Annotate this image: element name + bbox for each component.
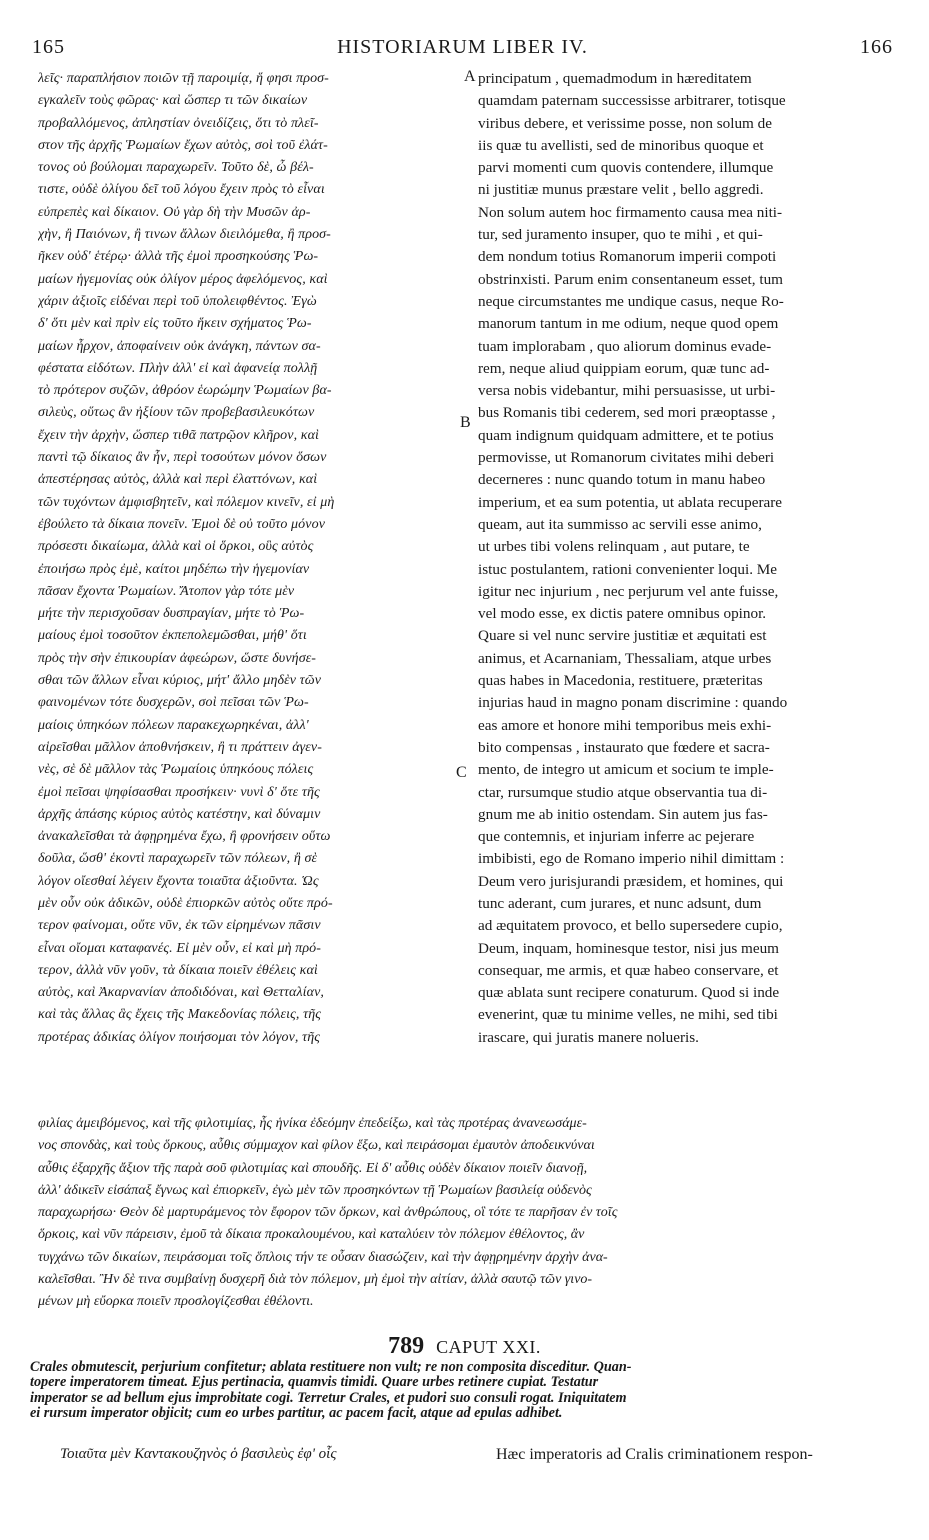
greek-text-line: δοῦλα, ὥσθ' ἑκοντὶ παραχωρεῖν τῶν πόλεων, ἢ σὲ	[38, 851, 318, 867]
latin-text-line: manorum tantum in me odium, neque quod opem	[478, 315, 779, 333]
latin-text-line: quam indignum quidquam admittere, et te potius	[478, 426, 774, 444]
greek-text-line: ἀρχῆς ἁπάσης κύριος αὐτὸς κατέστην, καὶ δύναμιν	[38, 806, 321, 822]
greek-text-line: παντὶ τῷ δίκαιος ἂν ἦν, περὶ τοσούτων μόνον ὅσων	[38, 450, 327, 466]
greek-text-line: τὸ πρότερον συζῶν, ἀθρόον ἑωρώμην Ῥωμαίων βα-	[38, 383, 332, 399]
latin-text-line: ctar, rursumque studio atque observantia tua di-	[478, 783, 768, 801]
latin-text-column	[478, 68, 894, 1049]
greek-text-line: χὴν, ἢ Παιόνων, ἢ τινων ἄλλων διειλόμεθα, ἢ προσ-	[38, 227, 331, 243]
greek-text-line: ἀνακαλεῖσθαι τὰ ἀφῃρημένα ἔχω, ἢ φρονήσειν οὕτω	[38, 829, 331, 845]
greek-text-line: φαινομένων τότε δυσχερῶν, σοὶ πεῖσαι τῶν Ῥω-	[38, 695, 309, 711]
running-title: HISTORIARUM LIBER IV.	[337, 36, 588, 58]
page-number-right: 166	[860, 36, 893, 58]
latin-text-line: ut urbes tibi volens relinquam , aut putare, te	[478, 538, 750, 556]
greek-text-line: σθαι τῶν ἄλλων εἶναι κύριος, μήτ' ἄλλο μηδὲν τῶν	[38, 673, 322, 689]
greek-text-line: ἐποιήσω πρὸς ἐμὲ, καίτοι μηδέπω τὴν ἡγεμονίαν	[38, 561, 310, 577]
greek-text-line: προβαλλόμενος, ἀπληστίαν ὀνειδίζεις, ὅτι τὸ πλεῖ-	[38, 115, 319, 131]
greek-text-line: τερον φαίνομαι, οὔτε νῦν, ἐκ τῶν εἰρημένων πᾶσιν	[38, 918, 321, 934]
greek-text-line: αὐτὸς, καὶ Ἀκαρνανίαν ἀποδιδόναι, καὶ Θετταλίαν,	[38, 985, 324, 1001]
latin-text-line: Non solum autem hoc firmamento causa mea niti-	[478, 203, 783, 221]
latin-text-line: Quare si vel nunc servire justitiæ et æquitati est	[478, 627, 767, 645]
latin-text-line: imbibisti, ego de Romano imperio nihil dimittam :	[478, 850, 785, 868]
latin-text-line: versa nobis videbantur, mihi persuasisse, ut urbi-	[478, 382, 776, 400]
greek-text-line: τονος οὐ βούλομαι παραχωρεῖν. Τοῦτο δὲ, ὦ βέλ-	[38, 160, 314, 176]
greek-wide-line: μένων μὴ εὔορκα ποιεῖν προσλογίζεσθαι ἐθέλοντι.	[38, 1294, 314, 1310]
latin-text-line: vel modo esse, ex dictis patere omnibus opinor.	[478, 605, 767, 623]
latin-chapter-opening: Hæc imperatoris ad Cralis criminationem respon-	[496, 1446, 813, 1463]
latin-text-line: Deum vero jurisjurandi præsidem, et homines, qui	[478, 872, 784, 890]
greek-text-line: πᾶσαν ἔχοντα Ῥωμαίων. Ἄτοπον γὰρ τότε μὲν	[38, 583, 295, 599]
greek-text-line: τῶν τυχόντων ἀμφισβητεῖν, καὶ πόλεμον κινεῖν, εἰ μὴ	[38, 494, 335, 510]
chapter-title: CAPUT XXI.	[436, 1337, 541, 1357]
greek-text-line: μαίων ἡγεμονίας οὐκ ὀλίγον μέρος ἀφελόμενος, καὶ	[38, 271, 328, 287]
greek-chapter-opening: Τοιαῦτα μὲν Καντακουζηνὸς ὁ βασιλεὺς ἐφ' οἷς	[60, 1446, 337, 1462]
latin-text-line: iis quæ tu avellisti, sed de minoribus quoque et	[478, 136, 764, 154]
greek-text-line: ἔχειν τὴν ἀρχὴν, ὥσπερ τιθᾶ πατρῷον κλῆρον, καὶ	[38, 427, 320, 443]
greek-text-line: εἶναι οἴομαι καταφανές. Εἰ μὲν οὖν, εἰ καὶ μὴ πρό-	[38, 940, 322, 956]
greek-text-line: σιλεὺς, οὕτως ἂν ἠξίουν τῶν προβεβασιλευκότων	[38, 405, 315, 421]
latin-text-line: imperium, et ea sum potentia, ut ablata recuperare	[478, 493, 783, 511]
summary-line: Crales obmutescit, perjurium confitetur; ablata restituere non vult; re non composita disceditur. Quan-	[30, 1360, 632, 1375]
greek-text-line: ἀπεστέρησας αὐτὸς, ἀλλὰ καὶ περὶ ἐλαττόνων, καὶ	[38, 472, 318, 488]
latin-text-line: animus, et Acarnaniam, Thessaliam, atque urbes	[478, 649, 772, 667]
greek-wide-line: ἀλλ' ἀδικεῖν εἰσάπαξ ἔγνως καὶ ἐπιορκεῖν, ἐγὼ μὲν τῶν προσηκόντων τῇ Ῥωμαίων βασιλείᾳ οὐδενὸς	[38, 1182, 592, 1198]
latin-text-line: tuam implorabam , quo aliorum dominus evade-	[478, 337, 772, 355]
greek-wide-line: αὖθις ἐξαρχῆς ἄξιον τῆς παρὰ σοῦ φιλοτιμίας καὶ σπουδῆς. Εἰ δ' αὖθις οὐδὲν δίκαιον ποιεῖν διανοῇ,	[38, 1160, 588, 1176]
greek-text-line: φέστατα εἰδότων. Πλὴν ἀλλ' εἰ καὶ ἀφανείᾳ πολλῇ	[38, 360, 318, 376]
greek-wide-line: ὅρκοις, καὶ νῦν πάρεισιν, ἐμοῦ τὰ δίκαια προκαλουμένου, καὶ καταλύειν τὸν πόλεμον ἐθέλοντος, ἂν	[38, 1227, 585, 1243]
latin-text-line: parvi momenti cum quovis contendere, illumque	[478, 159, 774, 177]
greek-wide-line: νος σπονδὰς, καὶ τοὺς ὅρκους, αὖθις σύμμαχον καὶ φίλον ἕξω, καὶ πειράσομαι ἐμαυτὸν ἀποδεικνύναι	[38, 1138, 595, 1154]
latin-text-line: rem, neque aliud quippiam eorum, quæ tunc ad-	[478, 359, 770, 377]
latin-text-line: Deum, inquam, hominesque testor, nisi jus meum	[478, 939, 779, 957]
greek-text-line: ῆκεν οὐδ' ἑτέρῳ· ἀλλὰ τῆς ἐμοὶ προσηκούσης Ῥω-	[38, 249, 319, 265]
latin-text-line: quas habes in Macedonia, restituere, præteritas	[478, 672, 763, 690]
summary-line: imperator se ad bellum ejus improbitate cogi. Terretur Crales, et pudori suo consuli rogat. Iniquitatem	[30, 1390, 627, 1406]
greek-text-line: λόγον οἴεσθαί λέγειν ἔχοντα τοιαῦτα ἀξιοῦντα. Ὡς	[38, 873, 319, 889]
greek-text-line: ἐμοὶ πεῖσαι ψηφίσασθαι προσήκειν· νυνὶ δ' ὅτε τῆς	[38, 784, 320, 800]
chapter-heading	[0, 1333, 929, 1360]
latin-text-line: igitur nec injurium , nec perjurum vel ante fuisse,	[478, 582, 779, 600]
greek-wide-line: φιλίας ἀμειβόμενος, καὶ τῆς φιλοτιμίας, ἧς ἡνίκα ἐδεόμην ἐπεδείξω, καὶ τὰς προτέρας ἀνανεωσάμε-	[38, 1116, 587, 1131]
latin-text-line: queam, aut ita summisso ac servili esse animo,	[478, 515, 762, 533]
latin-text-line: ni justitiæ munus præstare velit , bello aggredi.	[478, 181, 764, 199]
chapter-page-number: 789	[388, 1333, 425, 1359]
greek-text-line: μαίοις ὑπηκόων πόλεων παρακεχωρηκέναι, ἀλλ'	[38, 717, 309, 733]
running-head	[32, 36, 893, 60]
latin-text-line: mento, de integro ut amicum et socium te imple-	[478, 761, 774, 779]
latin-text-line: viribus debere, et verissime posse, non solum de	[478, 114, 772, 132]
greek-text-line: νὲς, σὲ δὲ μᾶλλον τὰς Ῥωμαίοις ὑπηκόους πόλεις	[38, 762, 314, 778]
greek-text-line: μὲν οὖν οὐκ ἀδικῶν, οὐδὲ ἐπιορκῶν αὐτὸς οὔτε πρό-	[38, 895, 333, 911]
greek-text-line: προτέρας ἀδικίας ὀλίγον ποιήσομαι τὸν λόγον, τῆς	[38, 1029, 321, 1045]
greek-text-line: εὐπρεπὲς καὶ δίκαιον. Οὐ γὰρ δὴ τὴν Μυσῶν ἀρ-	[38, 204, 311, 220]
section-marker-c: C	[456, 764, 467, 781]
greek-text-line: εγκαλεῖν τοὺς φῶρας· καὶ ὥσπερ τι τῶν δικαίων	[38, 93, 308, 109]
greek-wide-line: τυγχάνω τῶν δικαίων, πειράσομαι τοῖς ὅπλοις τήν τε οὖσαν διασώζειν, καὶ τὴν ἀφῃρημένην ἀρχὴν ἀνα-	[38, 1249, 608, 1265]
latin-text-line: decerneres : nunc quando totum in manu habeo	[478, 471, 766, 489]
latin-text-line: evenerint, quæ tu minime velles, ne mihi, sed tibi	[478, 1006, 778, 1024]
greek-text-line: πρὸς τὴν σὴν ἐπικουρίαν ἀφεώρων, ὥστε δυνήσε-	[38, 650, 317, 666]
latin-text-line: consequar, me armis, et quæ habeo conservare, et	[478, 961, 779, 979]
latin-text-line: bus Romanis tibi cederem, sed mori præoptasse ,	[478, 404, 776, 422]
latin-text-line: injurias haud in magno ponam discrimine : quando	[478, 694, 788, 712]
greek-text-line: αἱρεῖσθαι μᾶλλον ἀποθνήσκειν, ἢ τι πράττειν ἀγεν-	[38, 739, 322, 755]
latin-text-line: ad æquitatem provoco, et bello supersedere cupio,	[478, 917, 783, 935]
greek-text-line: μήτε τὴν περισχοῦσαν δυσπραγίαν, μήτε τὸ Ῥω-	[38, 606, 305, 622]
latin-text-line: obstrinxisti. Parum enim consentaneum esset, tum	[478, 270, 783, 288]
latin-text-line: principatum , quemadmodum in hæreditatem	[478, 70, 752, 87]
greek-text-line: μαίων ἦρχον, ἀποφαίνειν οὐκ ἀνάγκη, πάντων σα-	[38, 338, 321, 354]
greek-text-line: χάριν ἀξιοῖς εἰδέναι περὶ τοῦ ὑπολειφθέντος. Ἐγὼ	[38, 293, 317, 309]
greek-text-line: καὶ τὰς ἄλλας ἃς ἔχεις τῆς Μακεδονίας πόλεις, τῆς	[38, 1007, 322, 1023]
page-number-left: 165	[32, 36, 65, 58]
greek-text-line: τιστε, οὐδὲ ὀλίγου δεῖ τοῦ λόγου ἔχειν πρὸς τὸ εἶναι	[38, 182, 325, 198]
latin-text-line: que contemnis, et injuriam inferre ac pejerare	[478, 828, 755, 846]
greek-text-line: τερον, ἀλλὰ νῦν γοῦν, τὰ δίκαια ποιεῖν ἐθέλεις καὶ	[38, 962, 318, 978]
section-marker-a: A	[464, 68, 476, 85]
summary-line: ei rursum imperator objicit; cum eo urbes partitur, ac pacem facit, atque ad epulas adhibet.	[30, 1406, 563, 1422]
latin-text-line: gnum me ab initio ostendam. Sin autem jus fas-	[478, 805, 768, 823]
latin-text-line: neque circumstantes me undique casus, neque Ro-	[478, 292, 784, 310]
greek-text-line: ἐβούλετο τὰ δίκαια πονεῖν. Ἐμοὶ δὲ οὐ τοῦτο μόνον	[38, 516, 326, 532]
greek-full-width-text	[38, 1113, 899, 1314]
latin-text-line: bito compensas , instaurato que fœdere et sacra-	[478, 738, 770, 756]
summary-line: topere imperatorem timeat. Ejus pertinacia, quamvis timidi. Quare urbes retinere cupiat. Testatur	[30, 1375, 599, 1391]
latin-text-line: quamdam paternam successisse arbitrarer, totisque	[478, 92, 786, 110]
chapter-summary	[30, 1360, 901, 1422]
greek-text-column	[38, 68, 466, 1049]
latin-text-line: irascare, qui juratis manere nolueris.	[478, 1028, 699, 1046]
greek-text-line: πρόσεστι δικαίωμα, ἀλλὰ καὶ οἱ ὅρκοι, οὓς αὐτὸς	[38, 539, 314, 555]
latin-text-line: permovisse, ut Romanorum civitates mihi deberi	[478, 449, 775, 467]
greek-text-line: στον τῆς ἀρχῆς Ῥωμαίων ἔχων αὐτὸς, σοὶ τοῦ ἐλάτ-	[38, 137, 328, 153]
latin-text-line: istuc postulantem, rationi convenienter loqui. Me	[478, 560, 778, 578]
latin-text-line: quæ ablata sunt recipere conaturum. Quod si inde	[478, 984, 780, 1002]
latin-text-line: dem nondum totius Romanorum imperii compoti	[478, 248, 777, 266]
latin-text-line: tunc aderant, cum jurares, et nunc adsunt, dum	[478, 894, 762, 912]
greek-text-line: λεῖς· παραπλήσιον ποιῶν τῇ παροιμίᾳ, ἥ φησι προσ-	[38, 71, 329, 86]
greek-text-line: μαίους ἐμοὶ τοσοῦτον ἐκπεπολεμῶσθαι, μήθ' ὅτι	[38, 628, 307, 644]
section-marker-b: B	[460, 414, 471, 431]
latin-text-line: eas amore et honore mihi temporibus meis exhi-	[478, 716, 772, 734]
latin-text-line: tur, sed juramento insuper, quo te mihi , et qui-	[478, 226, 763, 244]
greek-wide-line: παραχωρήσω· Θεὸν δὲ μαρτυράμενος τὸν ἔφορον τῶν ὅρκων, καὶ ἀνθρώπους, οἳ τότε τε παρῆσαν ἐν τοῖς	[38, 1205, 618, 1221]
greek-wide-line: καλεῖσθαι. Ἢν δὲ τινα συμβαίνῃ δυσχερῆ διὰ τὸν πόλεμον, μὴ ἐμοὶ τὴν αἰτίαν, ἀλλὰ σαυτῷ τῶν γινο-	[38, 1272, 593, 1288]
greek-text-line: δ' ὅτι μὲν καὶ πρὶν εἰς τοῦτο ἥκειν σχήματος Ῥω-	[38, 316, 312, 332]
